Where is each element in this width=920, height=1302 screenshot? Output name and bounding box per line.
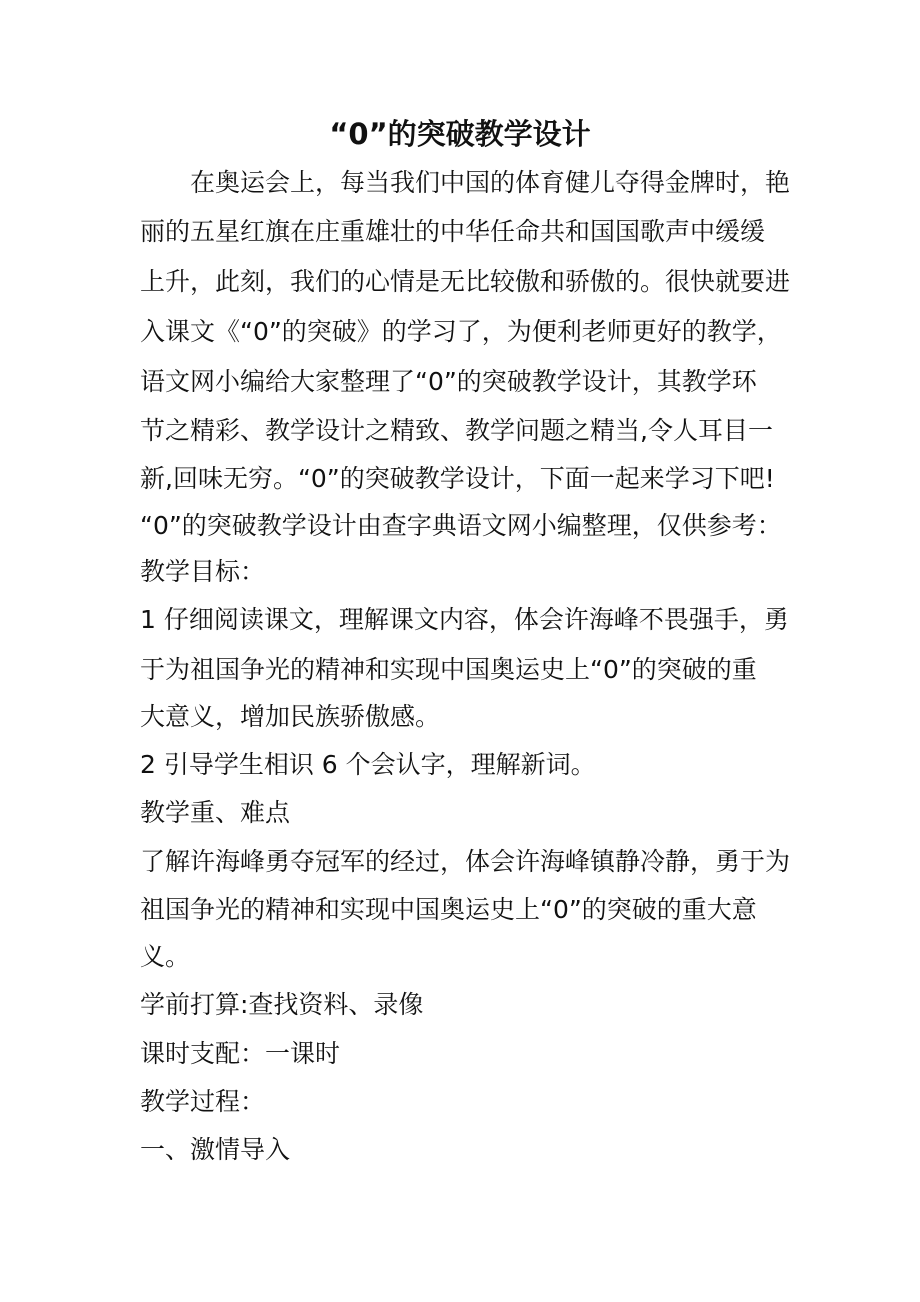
- paragraph-line: “0”的突破教学设计由查字典语文网小编整理，仅供参考：: [140, 511, 782, 540]
- list-item-line: 2 引导学生相识 6 个会认字，理解新词。: [140, 750, 596, 779]
- paragraph-line: 在奥运会上，每当我们中国的体育健儿夺得金牌时，艳: [190, 168, 791, 197]
- section-heading-process: 教学过程：: [140, 1087, 266, 1116]
- paragraph-line: 节之精彩、教学设计之精致、教学问题之精当,令人耳目一: [140, 416, 773, 445]
- paragraph-line: 义。: [140, 942, 191, 971]
- preparation-line: 学前打算:查找资料、录像: [140, 990, 424, 1019]
- list-item-line: 于为祖国争光的精神和实现中国奥运史上“0”的突破的重: [140, 655, 757, 684]
- list-item-line: 1 仔细阅读课文，理解课文内容，体会许海峰不畏强手，勇: [140, 605, 789, 634]
- document-title: “0”的突破教学设计: [329, 117, 591, 151]
- paragraph-line: 丽的五星红旗在庄重雄壮的中华任命共和国国歌声中缓缓: [140, 217, 766, 246]
- section-heading-key-points: 教学重、难点: [140, 798, 291, 827]
- section-heading-objectives: 教学目标：: [140, 557, 266, 586]
- paragraph-line: 了解许海峰勇夺冠军的经过，体会许海峰镇静冷静，勇于为: [140, 847, 791, 876]
- paragraph-line: 祖国争光的精神和实现中国奥运史上“0”的突破的重大意: [140, 895, 757, 924]
- paragraph-line: 上升，此刻，我们的心情是无比较傲和骄傲的。很快就要进: [140, 267, 791, 296]
- paragraph-line: 语文网小编给大家整理了“0”的突破教学设计，其教学环: [140, 367, 757, 396]
- paragraph-line: 入课文《“0”的突破》的学习了，为便利老师更好的教学，: [140, 317, 782, 346]
- section-heading-intro: 一、激情导入: [140, 1135, 291, 1164]
- list-item-line: 大意义，增加民族骄傲感。: [140, 702, 441, 731]
- schedule-line: 课时支配：一课时: [140, 1039, 341, 1068]
- paragraph-line: 新,回味无穷。“0”的突破教学设计，下面一起来学习下吧!: [140, 464, 775, 493]
